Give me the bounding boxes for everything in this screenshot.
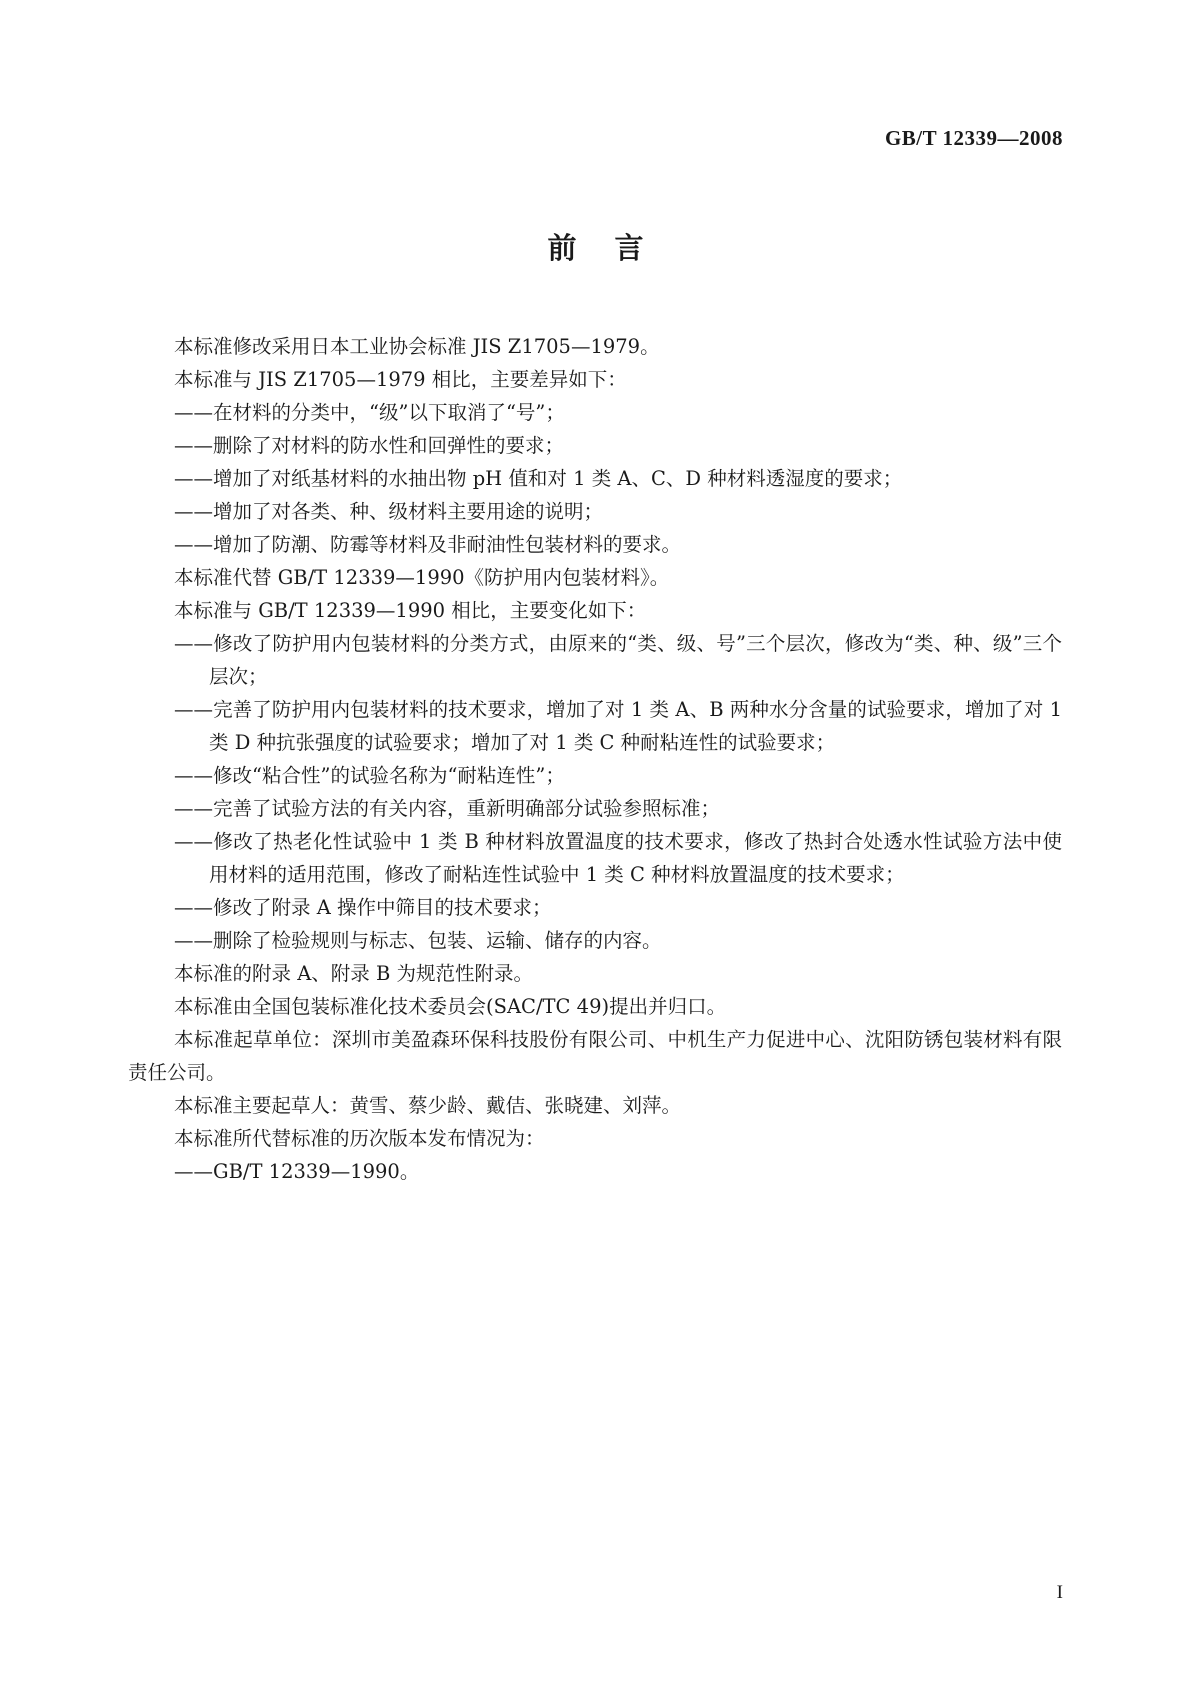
- paragraph: 本标准由全国包装标准化技术委员会(SAC/TC 49)提出并归口。: [174, 995, 727, 1018]
- paragraph: 本标准起草单位：深圳市美盈森环保科技股份有限公司、中机生产力促进中心、沈阳防锈包装材料有限责任公司。: [128, 1028, 1062, 1084]
- list-item: ——删除了对材料的防水性和回弹性的要求；: [174, 434, 565, 457]
- list-item: ——增加了对纸基材料的水抽出物 pH 值和对 1 类 A、C、D 种材料透湿度的要求；: [174, 467, 903, 490]
- standard-code-header: GB/T 12339—2008: [884, 126, 1063, 150]
- page-title: 前言: [547, 231, 682, 265]
- paragraph: 本标准修改采用日本工业协会标准 JIS Z1705—1979。: [174, 335, 660, 358]
- paragraph: 本标准主要起草人：黄雪、蔡少龄、戴佶、张晓建、刘萍。: [174, 1094, 682, 1117]
- foreword-body: [128, 330, 1062, 1188]
- list-item: ——完善了防护用内包装材料的技术要求，增加了对 1 类 A、B 两种水分含量的试验要求，增加了对 1 类 D 种抗张强度的试验要求；增加了对 1 类 C 种耐粘连性的试验要求；: [174, 698, 1062, 754]
- list-item: ——删除了检验规则与标志、包装、运输、储存的内容。: [174, 929, 662, 952]
- list-item: ——增加了对各类、种、级材料主要用途的说明；: [174, 500, 604, 523]
- paragraph: 本标准代替 GB/T 12339—1990《防护用内包装材料》。: [174, 566, 670, 589]
- list-item: ——完善了试验方法的有关内容，重新明确部分试验参照标准；: [174, 797, 721, 820]
- paragraph: 本标准所代替标准的历次版本发布情况为：: [174, 1127, 545, 1150]
- list-item: ——修改了热老化性试验中 1 类 B 种材料放置温度的技术要求，修改了热封合处透水性试验方法中使用材料的适用范围，修改了耐粘连性试验中 1 类 C 种材料放置温度的技术要求；: [174, 830, 1062, 886]
- page-number: I: [1056, 1582, 1063, 1603]
- paragraph: 本标准的附录 A、附录 B 为规范性附录。: [174, 962, 534, 985]
- list-item: ——修改了防护用内包装材料的分类方式，由原来的“类、级、号”三个层次，修改为“类、种、级”三个层次；: [174, 632, 1062, 688]
- list-item: ——增加了防潮、防霉等材料及非耐油性包装材料的要求。: [174, 533, 682, 556]
- list-item: ——在材料的分类中，“级”以下取消了“号”；: [174, 401, 565, 424]
- paragraph: 本标准与 JIS Z1705—1979 相比，主要差异如下：: [174, 368, 627, 391]
- paragraph: 本标准与 GB/T 12339—1990 相比，主要变化如下：: [174, 599, 647, 622]
- list-item: ——修改“粘合性”的试验名称为“耐粘连性”；: [174, 764, 565, 787]
- list-item: ——GB/T 12339—1990。: [174, 1160, 420, 1183]
- list-item: ——修改了附录 A 操作中筛目的技术要求；: [174, 896, 552, 919]
